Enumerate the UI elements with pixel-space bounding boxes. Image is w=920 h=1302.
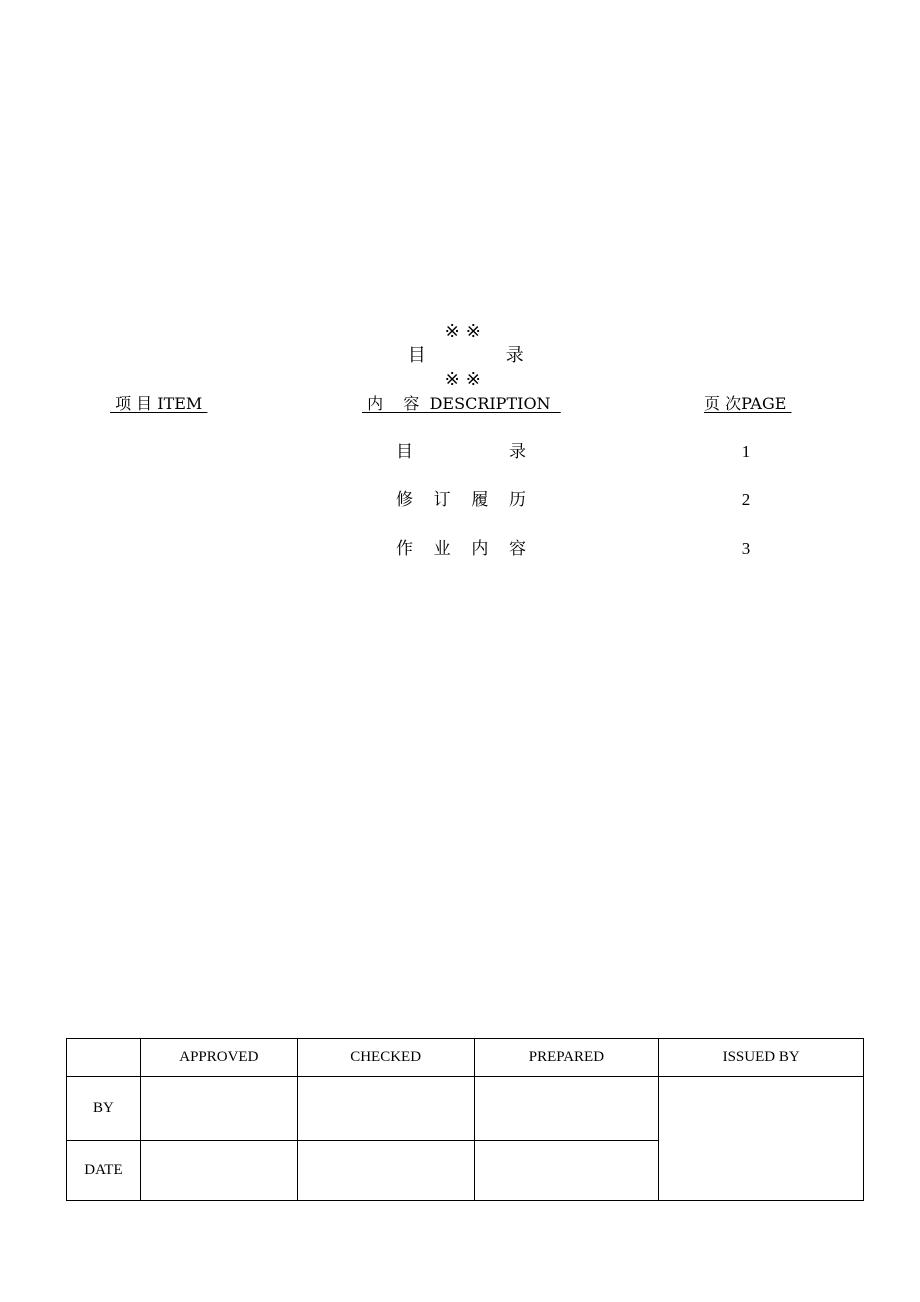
prepared-date-cell: [474, 1141, 659, 1201]
header-item: 项 目 ITEM: [110, 394, 208, 413]
toc-char: 履: [471, 490, 489, 510]
title-right-marks: ※※: [444, 369, 487, 390]
toc-page-number: 2: [741, 490, 751, 509]
issued-by-cell: [659, 1077, 864, 1201]
signoff-header-row: [67, 1039, 864, 1077]
toc-description: [396, 440, 526, 464]
header-description: 内 容 DESCRIPTION: [362, 394, 561, 413]
approved-by-cell: [140, 1077, 297, 1141]
toc-char: 作: [396, 539, 413, 559]
checked-by-cell: [297, 1077, 474, 1141]
toc-row: [0, 488, 920, 512]
toc-row: [0, 537, 920, 561]
approved-date-cell: [140, 1141, 297, 1201]
corner-cell: [67, 1039, 141, 1077]
toc-page-number: 3: [741, 539, 751, 558]
title-char-2: 录: [505, 345, 524, 366]
title-left-marks: ※※: [444, 321, 487, 342]
signoff-by-row: [67, 1077, 864, 1141]
toc-char: 容: [508, 539, 526, 559]
toc-page-number: 1: [741, 442, 751, 461]
toc-char: 历: [508, 490, 526, 510]
toc-description: [396, 488, 526, 512]
toc-char: 录: [509, 442, 526, 462]
toc-char: 内: [471, 539, 489, 559]
toc-char: 修: [396, 490, 413, 510]
toc-char: 目: [396, 442, 413, 462]
toc-row: [0, 440, 920, 464]
title-char-1: 目: [407, 345, 426, 366]
prepared-header: PREPARED: [474, 1039, 659, 1077]
issued-by-header: ISSUED BY: [659, 1039, 864, 1077]
by-label: BY: [67, 1077, 141, 1141]
signoff-table: [66, 1038, 864, 1201]
prepared-by-cell: [474, 1077, 659, 1141]
approved-header: APPROVED: [140, 1039, 297, 1077]
date-label: DATE: [67, 1141, 141, 1201]
header-page: 页 次PAGE: [704, 394, 792, 413]
checked-date-cell: [297, 1141, 474, 1201]
document-title: [0, 296, 920, 392]
toc-char: 业: [433, 539, 451, 559]
checked-header: CHECKED: [297, 1039, 474, 1077]
toc-description: [396, 537, 526, 561]
toc-char: 订: [433, 490, 451, 510]
